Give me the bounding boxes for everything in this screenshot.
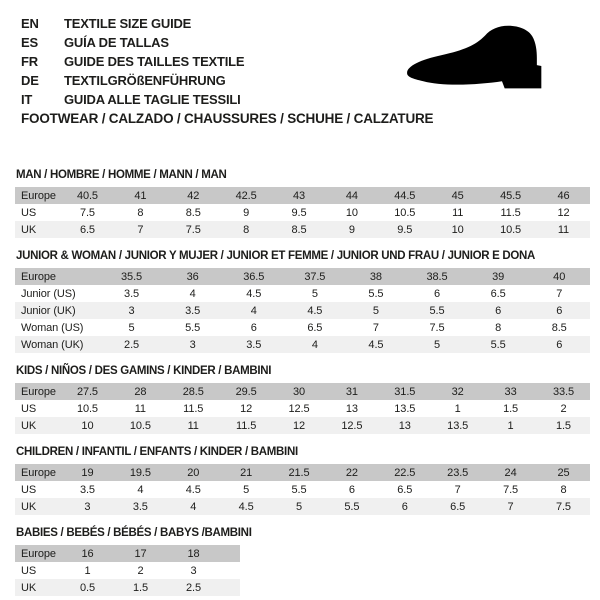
size-cell: 11 <box>557 223 570 236</box>
size-cell: 6 <box>556 338 563 351</box>
size-cell: 11.5 <box>183 402 204 415</box>
size-cell: 6.5 <box>450 500 466 513</box>
size-cell: 4 <box>137 483 144 496</box>
size-cell: 6.5 <box>79 223 95 236</box>
language-row-fr <box>21 52 244 71</box>
size-cell: 27.5 <box>76 385 98 398</box>
size-table-man <box>15 168 590 238</box>
table-title: MAN / HOMBRE / HOMME / MANN / MAN <box>16 169 227 181</box>
size-cell: 3 <box>190 564 197 577</box>
size-cell: 29.5 <box>235 385 257 398</box>
size-cell: 2 <box>560 402 567 415</box>
size-cell: 7 <box>556 287 563 300</box>
size-cell: 11.5 <box>236 419 257 432</box>
size-cell: 10.5 <box>500 223 522 236</box>
table-row <box>15 400 590 417</box>
language-title: TEXTILE SIZE GUIDE <box>64 16 192 31</box>
size-cell: 2.5 <box>124 338 140 351</box>
size-cell: 1.5 <box>133 581 148 594</box>
size-cell: 8 <box>560 483 567 496</box>
size-cell: 28.5 <box>182 385 204 398</box>
table-row <box>15 268 590 285</box>
size-cell: 4 <box>311 338 318 351</box>
language-row-de <box>21 71 244 90</box>
size-cell: 3 <box>128 304 135 317</box>
size-cell: 5.5 <box>429 304 445 317</box>
language-code: DE <box>21 73 39 88</box>
size-cell: 21 <box>240 466 253 479</box>
size-cell: 33 <box>504 385 517 398</box>
size-cell: 10.5 <box>76 402 98 415</box>
size-cell: 11 <box>134 402 146 415</box>
size-cell: 7.5 <box>79 206 95 219</box>
size-cell: 9.5 <box>397 223 413 236</box>
size-cell: 44.5 <box>394 189 416 202</box>
size-cell: 5.5 <box>185 321 201 334</box>
size-cell: 3 <box>189 338 196 351</box>
size-cell: 4.5 <box>246 287 262 300</box>
table-rows <box>15 383 590 434</box>
size-cell: 12.5 <box>341 419 363 432</box>
size-cell: 12 <box>557 206 570 219</box>
language-code: FR <box>21 54 38 69</box>
size-cell: 1.5 <box>555 419 571 432</box>
size-cell: 5 <box>128 321 135 334</box>
size-cell: 1.5 <box>503 402 519 415</box>
size-cell: 7 <box>372 321 379 334</box>
size-cell: 23.5 <box>447 466 469 479</box>
size-cell: 40 <box>553 270 566 283</box>
size-cell: 9.5 <box>291 206 307 219</box>
size-cell: 6.5 <box>490 287 506 300</box>
row-label: UK <box>21 419 37 432</box>
table-row <box>15 187 590 204</box>
language-title: GUIDE DES TAILLES TEXTILE <box>64 54 245 69</box>
size-cell: 39 <box>492 270 505 283</box>
size-cell: 1 <box>454 402 461 415</box>
size-cell: 6 <box>434 287 441 300</box>
size-cell: 5.5 <box>368 287 384 300</box>
category-line: FOOTWEAR / CALZADO / CHAUSSURES / SCHUHE / CALZATURE <box>21 111 434 126</box>
size-cell: 4.5 <box>368 338 384 351</box>
table-row <box>15 302 590 319</box>
size-cell: 20 <box>187 466 200 479</box>
size-cell: 8.5 <box>185 206 201 219</box>
size-cell: 9 <box>348 223 355 236</box>
size-cell: 5 <box>311 287 318 300</box>
size-cell: 45 <box>451 189 464 202</box>
size-cell: 22.5 <box>394 466 416 479</box>
table-row <box>15 545 240 562</box>
size-cell: 5.5 <box>490 338 506 351</box>
size-cell: 8.5 <box>551 321 567 334</box>
table-row <box>15 204 590 221</box>
size-cell: 5 <box>295 500 303 513</box>
row-label: Europe <box>21 466 56 479</box>
table-rows <box>15 268 590 353</box>
size-cell: 3 <box>84 500 91 513</box>
size-cell: 40.5 <box>76 189 98 202</box>
language-row-es <box>21 33 244 52</box>
language-row-en <box>21 14 244 33</box>
language-row-it <box>21 90 244 109</box>
size-cell: 6 <box>250 321 257 334</box>
size-cell: 6 <box>556 304 563 317</box>
size-cell: 25 <box>557 466 570 479</box>
table-title: BABIES / BEBÉS / BÉBÉS / BABYS /BAMBINI <box>16 527 252 539</box>
language-title: GUIDA ALLE TAGLIE TESSILI <box>64 92 241 107</box>
size-cell: 36 <box>186 270 199 283</box>
size-cell: 7 <box>454 483 461 496</box>
size-cell: 10 <box>451 223 464 236</box>
size-table-kids <box>15 364 590 434</box>
row-label: US <box>21 206 37 219</box>
size-cell: 28 <box>134 385 147 398</box>
size-cell: 5 <box>372 304 379 317</box>
size-cell: 6 <box>401 500 408 513</box>
table-title: KIDS / NIÑOS / DES GAMINS / KINDER / BAMBINI <box>16 365 272 377</box>
table-title: JUNIOR & WOMAN / JUNIOR Y MUJER / JUNIOR ET FEMME / JUNIOR UND FRAU / JUNIOR E DONA <box>16 250 536 262</box>
size-cell: 7.5 <box>503 483 519 496</box>
size-cell: 42 <box>187 189 200 202</box>
size-table-children <box>15 445 590 515</box>
table-title: CHILDREN / INFANTIL / ENFANTS / KINDER / BAMBINI <box>16 446 298 458</box>
size-cell: 2 <box>137 564 144 577</box>
size-cell: 11.5 <box>500 206 521 219</box>
row-label: Woman (US) <box>21 321 84 334</box>
size-tables <box>15 168 590 600</box>
size-cell: 4.5 <box>307 304 323 317</box>
size-cell: 5.5 <box>344 500 360 513</box>
size-cell: 37.5 <box>304 270 326 283</box>
size-cell: 38.5 <box>426 270 448 283</box>
size-cell: 7.5 <box>429 321 445 334</box>
size-cell: 31.5 <box>394 385 416 398</box>
size-cell: 4 <box>190 500 197 513</box>
row-label: US <box>21 402 37 415</box>
size-cell: 5.5 <box>291 483 307 496</box>
row-label: US <box>21 483 37 496</box>
language-code: ES <box>21 35 38 50</box>
size-cell: 10 <box>81 419 94 432</box>
size-cell: 13.5 <box>394 402 416 415</box>
row-label: US <box>21 564 37 577</box>
size-cell: 2.5 <box>186 581 201 594</box>
row-label: Junior (UK) <box>21 304 76 317</box>
size-cell: 45.5 <box>500 189 522 202</box>
size-cell: 6.5 <box>397 483 413 496</box>
size-cell: 8 <box>495 321 502 334</box>
size-cell: 31 <box>345 385 358 398</box>
size-cell: 10 <box>345 206 358 219</box>
size-cell: 12.5 <box>288 402 310 415</box>
size-cell: 13.5 <box>447 419 469 432</box>
size-cell: 44 <box>345 189 358 202</box>
size-cell: 4.5 <box>185 483 201 496</box>
size-cell: 11 <box>452 206 464 219</box>
size-cell: 0.5 <box>80 581 95 594</box>
language-list <box>21 14 244 109</box>
size-cell: 41 <box>134 189 147 202</box>
size-cell: 5 <box>434 338 441 351</box>
size-cell: 8 <box>137 206 144 219</box>
size-cell: 4.5 <box>238 500 254 513</box>
size-cell: 6.5 <box>307 321 323 334</box>
size-cell: 6 <box>348 483 355 496</box>
size-cell: 3.5 <box>246 338 262 351</box>
size-cell: 3.5 <box>124 287 140 300</box>
size-cell: 7 <box>507 500 514 513</box>
size-cell: 7.5 <box>185 223 201 236</box>
size-cell: 7 <box>137 223 144 236</box>
size-table-junior-woman <box>15 249 590 353</box>
size-cell: 12 <box>292 419 306 432</box>
language-title: GUÍA DE TALLAS <box>64 35 169 50</box>
size-cell: 13 <box>345 402 358 415</box>
table-rows <box>15 545 240 596</box>
size-cell: 3.5 <box>185 304 201 317</box>
table-row <box>15 221 590 238</box>
row-label: Europe <box>21 385 56 398</box>
size-cell: 10.5 <box>394 206 416 219</box>
size-cell: 17 <box>134 547 147 560</box>
size-cell: 12 <box>240 402 253 415</box>
table-row <box>15 336 590 353</box>
table-row <box>15 417 590 434</box>
size-cell: 24 <box>504 466 517 479</box>
size-cell: 43 <box>292 189 306 202</box>
size-cell: 30 <box>292 385 306 398</box>
size-cell: 7.5 <box>555 500 571 513</box>
row-label: UK <box>21 581 37 594</box>
table-row <box>15 285 590 302</box>
size-cell: 19 <box>81 466 94 479</box>
row-label: Europe <box>21 547 56 560</box>
size-table-babies <box>15 526 590 596</box>
row-label: Europe <box>21 189 56 202</box>
size-cell: 22 <box>345 466 358 479</box>
table-rows <box>15 187 590 238</box>
size-cell: 3.5 <box>132 500 148 513</box>
size-cell: 10.5 <box>129 419 151 432</box>
table-rows <box>15 464 590 515</box>
language-title: TEXTILGRÖßENFÜHRUNG <box>64 73 226 88</box>
size-cell: 1 <box>507 419 514 432</box>
size-cell: 35.5 <box>121 270 143 283</box>
size-cell: 3.5 <box>79 483 95 496</box>
table-row <box>15 498 590 515</box>
size-cell: 11 <box>187 419 199 432</box>
size-cell: 8 <box>243 223 250 236</box>
row-label: UK <box>21 500 37 513</box>
table-row <box>15 481 590 498</box>
size-cell: 36.5 <box>243 270 265 283</box>
size-cell: 42.5 <box>235 189 257 202</box>
row-label: Woman (UK) <box>21 338 84 351</box>
size-cell: 1 <box>84 564 91 577</box>
size-cell: 38 <box>369 270 382 283</box>
size-cell: 19.5 <box>129 466 151 479</box>
size-cell: 21.5 <box>288 466 310 479</box>
table-row <box>15 562 240 579</box>
table-row <box>15 319 590 336</box>
size-cell: 13 <box>398 419 411 432</box>
size-cell: 4 <box>189 287 196 300</box>
language-code: EN <box>21 16 39 31</box>
size-cell: 8.5 <box>291 223 307 236</box>
size-cell: 6 <box>495 304 502 317</box>
dress-shoe-icon <box>394 24 576 100</box>
row-label: Europe <box>21 270 56 283</box>
table-row <box>15 383 590 400</box>
size-cell: 4 <box>250 304 257 317</box>
row-label: UK <box>21 223 37 236</box>
size-cell: 33.5 <box>552 385 574 398</box>
size-cell: 5 <box>243 483 250 496</box>
size-cell: 9 <box>243 206 250 219</box>
language-code: IT <box>21 92 33 107</box>
size-cell: 18 <box>187 547 200 560</box>
size-cell: 46 <box>557 189 570 202</box>
table-row <box>15 464 590 481</box>
size-cell: 16 <box>81 547 94 560</box>
row-label: Junior (US) <box>21 287 76 300</box>
table-row <box>15 579 240 596</box>
size-cell: 32 <box>451 385 464 398</box>
